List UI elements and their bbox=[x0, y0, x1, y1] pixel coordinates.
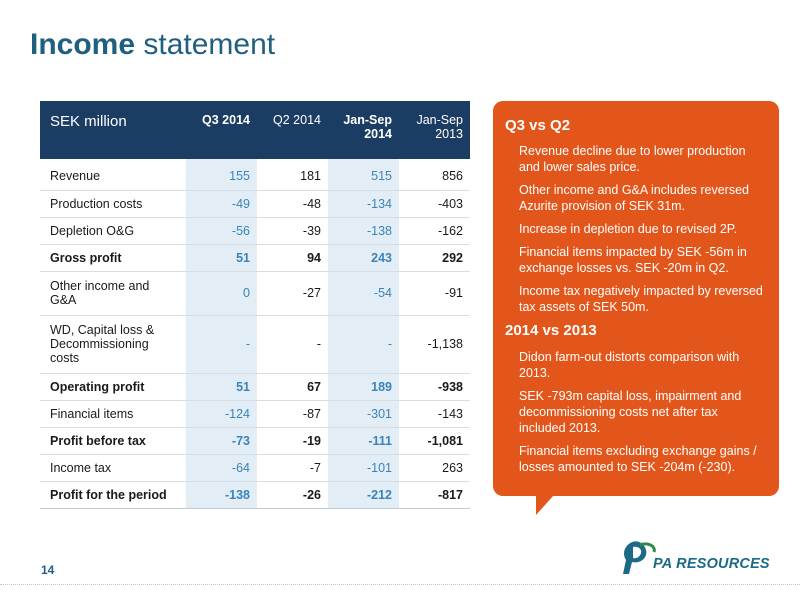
cell-q2: -7 bbox=[257, 454, 328, 481]
cell-jansep14: 189 bbox=[328, 373, 399, 400]
cell-jansep14: 243 bbox=[328, 244, 399, 271]
cell-jansep14: - bbox=[328, 315, 399, 373]
callout-item: Financial items impacted by SEK -56m in exchange losses vs. SEK -20m in Q2. bbox=[519, 245, 747, 275]
cell-jansep13: 292 bbox=[399, 244, 470, 271]
cell-jansep13: -938 bbox=[399, 373, 470, 400]
cell-q3: -124 bbox=[186, 400, 257, 427]
commentary-callout bbox=[493, 101, 779, 496]
callout-heading-q3-vs-q2: Q3 vs Q2 bbox=[505, 117, 571, 134]
header-jan-sep-2014: Jan-Sep 2014 bbox=[328, 101, 399, 159]
page-title-bold: Income bbox=[30, 28, 136, 61]
table-row-profit-before-tax bbox=[40, 427, 470, 454]
cell-q2: -27 bbox=[257, 271, 328, 315]
cell-q2: 94 bbox=[257, 244, 328, 271]
callout-item: Revenue decline due to lower production and lower sales price. bbox=[519, 144, 746, 174]
cell-q2: -19 bbox=[257, 427, 328, 454]
table-row-profit-for-period bbox=[40, 481, 470, 508]
cell-q3: 0 bbox=[186, 271, 257, 315]
table-row bbox=[40, 217, 470, 244]
callout-list-2014-vs-2013 bbox=[505, 349, 765, 475]
callout-item: Financial items excluding exchange gains / losses amounted to SEK -204m (-230). bbox=[519, 444, 757, 474]
cell-q3: -56 bbox=[186, 217, 257, 244]
cell-jansep13: 263 bbox=[399, 454, 470, 481]
cell-jansep14: -301 bbox=[328, 400, 399, 427]
callout-tail bbox=[536, 495, 554, 515]
row-label: Financial items bbox=[40, 400, 186, 427]
logo-wordmark: PA RESOURCES bbox=[653, 556, 770, 572]
row-label: Profit before tax bbox=[40, 427, 186, 454]
callout-list-q3-vs-q2 bbox=[505, 143, 765, 315]
cell-jansep13: -91 bbox=[399, 271, 470, 315]
cell-q2: -39 bbox=[257, 217, 328, 244]
page-title bbox=[30, 28, 275, 62]
header-sek-million: SEK million bbox=[40, 101, 186, 159]
cell-jansep14: -54 bbox=[328, 271, 399, 315]
cell-q3: 155 bbox=[186, 159, 257, 190]
cell-q3: 51 bbox=[186, 373, 257, 400]
table-header-row bbox=[40, 101, 470, 159]
cell-jansep14: -134 bbox=[328, 190, 399, 217]
row-label: Revenue bbox=[40, 159, 186, 190]
cell-jansep14: -111 bbox=[328, 427, 399, 454]
page-number: 14 bbox=[41, 563, 55, 577]
cell-q2: - bbox=[257, 315, 328, 373]
cell-jansep13: -143 bbox=[399, 400, 470, 427]
cell-jansep13: -403 bbox=[399, 190, 470, 217]
cell-jansep14: -138 bbox=[328, 217, 399, 244]
row-label: Production costs bbox=[40, 190, 186, 217]
cell-q2: -87 bbox=[257, 400, 328, 427]
row-label: Income tax bbox=[40, 454, 186, 481]
cell-jansep14: -212 bbox=[328, 481, 399, 508]
callout-item: Other income and G&A includes reversed Azurite provision of SEK 31m. bbox=[519, 183, 749, 213]
header-jan-sep-2013: Jan-Sep 2013 bbox=[399, 101, 470, 159]
cell-q2: 181 bbox=[257, 159, 328, 190]
callout-heading-2014-vs-2013: 2014 vs 2013 bbox=[505, 322, 597, 339]
callout-item: SEK -793m capital loss, impairment and decommissioning costs net after tax included 2013. bbox=[519, 389, 742, 435]
cell-q3: - bbox=[186, 315, 257, 373]
cell-q2: -48 bbox=[257, 190, 328, 217]
page-title-rest: statement bbox=[143, 28, 276, 61]
cell-q3: -64 bbox=[186, 454, 257, 481]
cell-jansep14: -101 bbox=[328, 454, 399, 481]
table-row-gross-profit bbox=[40, 244, 470, 271]
cell-q2: -26 bbox=[257, 481, 328, 508]
cell-jansep13: -817 bbox=[399, 481, 470, 508]
table-row bbox=[40, 190, 470, 217]
header-q3-2014: Q3 2014 bbox=[186, 101, 257, 159]
cell-jansep14: 515 bbox=[328, 159, 399, 190]
row-label: WD, Capital loss & Decommissioning costs bbox=[40, 315, 186, 373]
pa-resources-logo-icon bbox=[618, 540, 658, 576]
table-row bbox=[40, 271, 470, 315]
row-label: Depletion O&G bbox=[40, 217, 186, 244]
table-row bbox=[40, 315, 470, 373]
cell-jansep13: -1,138 bbox=[399, 315, 470, 373]
table-row bbox=[40, 400, 470, 427]
header-q2-2014: Q2 2014 bbox=[257, 101, 328, 159]
cell-jansep13: 856 bbox=[399, 159, 470, 190]
callout-item: Didon farm-out distorts comparison with 2013. bbox=[519, 350, 740, 380]
cell-q3: -49 bbox=[186, 190, 257, 217]
table-row bbox=[40, 454, 470, 481]
row-label: Operating profit bbox=[40, 373, 186, 400]
table-row bbox=[40, 159, 470, 190]
cell-q3: -73 bbox=[186, 427, 257, 454]
row-label: Profit for the period bbox=[40, 481, 186, 508]
callout-item: Income tax negatively impacted by reversed tax assets of SEK 50m. bbox=[519, 284, 763, 314]
cell-q3: -138 bbox=[186, 481, 257, 508]
income-table bbox=[40, 101, 470, 509]
row-label: Other income and G&A bbox=[40, 271, 186, 315]
footer-divider bbox=[0, 584, 800, 585]
row-label: Gross profit bbox=[40, 244, 186, 271]
cell-jansep13: -1,081 bbox=[399, 427, 470, 454]
cell-q3: 51 bbox=[186, 244, 257, 271]
callout-item: Increase in depletion due to revised 2P. bbox=[519, 222, 737, 236]
cell-jansep13: -162 bbox=[399, 217, 470, 244]
table-row-operating-profit bbox=[40, 373, 470, 400]
cell-q2: 67 bbox=[257, 373, 328, 400]
